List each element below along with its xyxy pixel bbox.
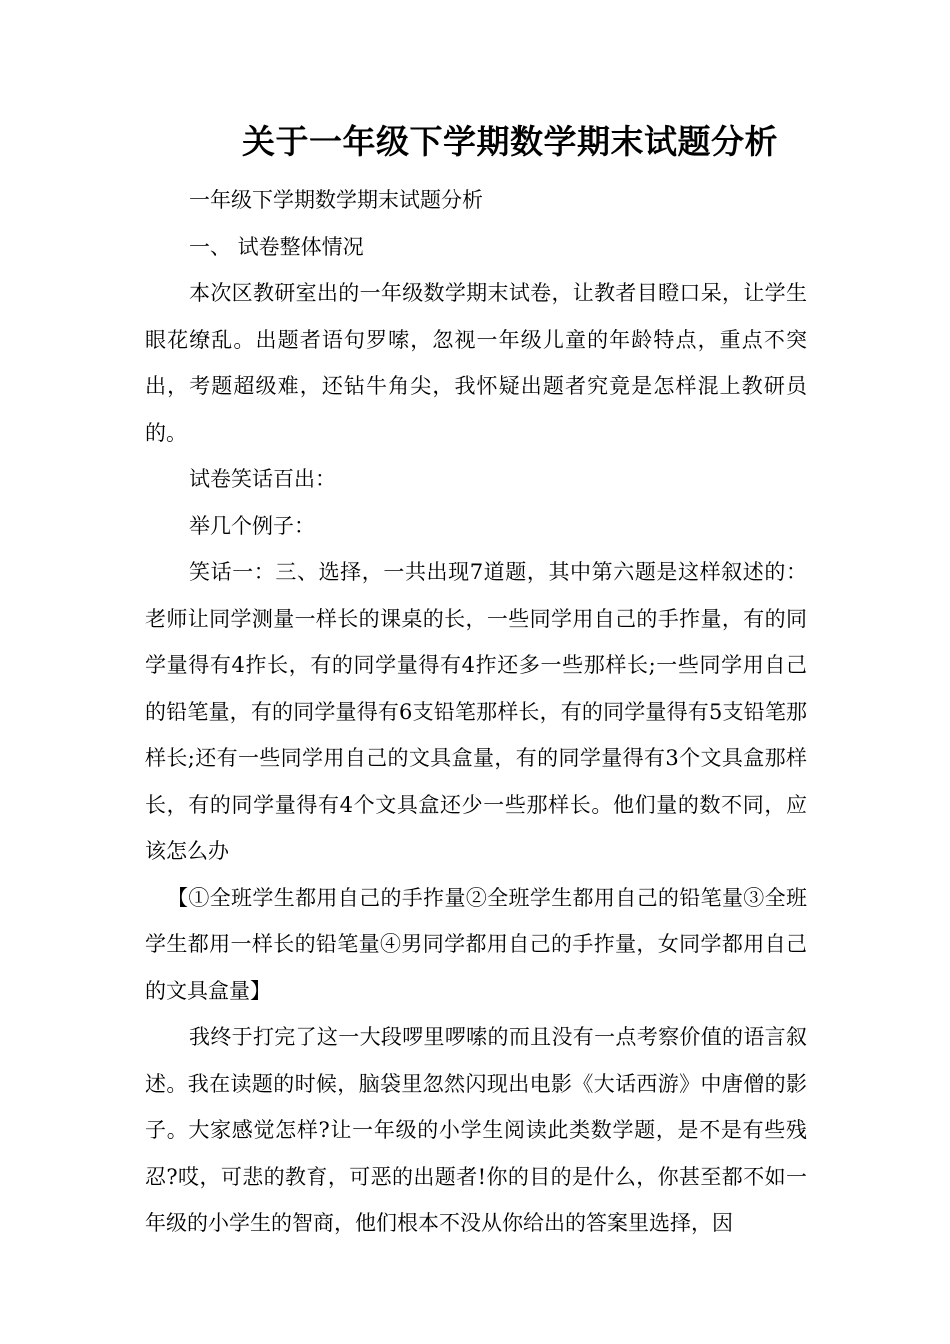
paragraph-answer-options: 【①全班学生都用自己的手拃量②全班学生都用自己的铅笔量③全班学生都用一样长的铅笔量④男同学都用自己的手拃量，女同学都用自己的文具盒量】 — [145, 885, 807, 1003]
paragraph-subtitle: 一年级下学期数学期末试题分析 — [189, 188, 483, 212]
paragraph-section-heading: 一、 试卷整体情况 — [189, 234, 364, 259]
document-title: 关于一年级下学期数学期末试题分析 — [242, 122, 778, 161]
paragraph-commentary: 我终于打完了这一大段啰里啰嗦的而且没有一点考察价值的语言叙述。我在读题的时候，脑袋里忽然闪现出电影《大话西游》中唐僧的影子。大家感觉怎样?让一年级的小学生阅读此类数学题，是不是有些残忍?哎，可悲的教育，可恶的出题者!你的目的是什么，你甚至都不如一年级的小学生的智商，他们根本不没从你给出的答案里选择，因 — [145, 1025, 807, 1235]
paragraph-jokes-intro: 试卷笑话百出： — [189, 467, 336, 491]
paragraph-examples-intro: 举几个例子： — [189, 513, 315, 538]
paragraph-joke-one: 笑话一：三、选择，一共出现7道题，其中第六题是这样叙述的：老师让同学测量一样长的课桌的长，一些同学用自己的手拃量，有的同学量得有4拃长，有的同学量得有4拃还多一些那样长;一些同学用自己的铅笔量，有的同学量得有6支铅笔那样长，有的同学量得有5支铅笔那样长;还有一些同学用自己的文具盒量，有的同学量得有3个文具盒那样长，有的同学量得有4个文具盒还少一些那样长。他们量的数不同，应该怎么办 — [145, 560, 807, 863]
document-body — [145, 177, 807, 1247]
paragraph-overview: 本次区教研室出的一年级数学期末试卷，让教者目瞪口呆，让学生眼花缭乱。出题者语句罗嗦，忽视一年级儿童的年龄特点，重点不突出，考题超级难，还钻牛角尖，我怀疑出题者究竟是怎样混上教研员的。 — [145, 281, 807, 445]
